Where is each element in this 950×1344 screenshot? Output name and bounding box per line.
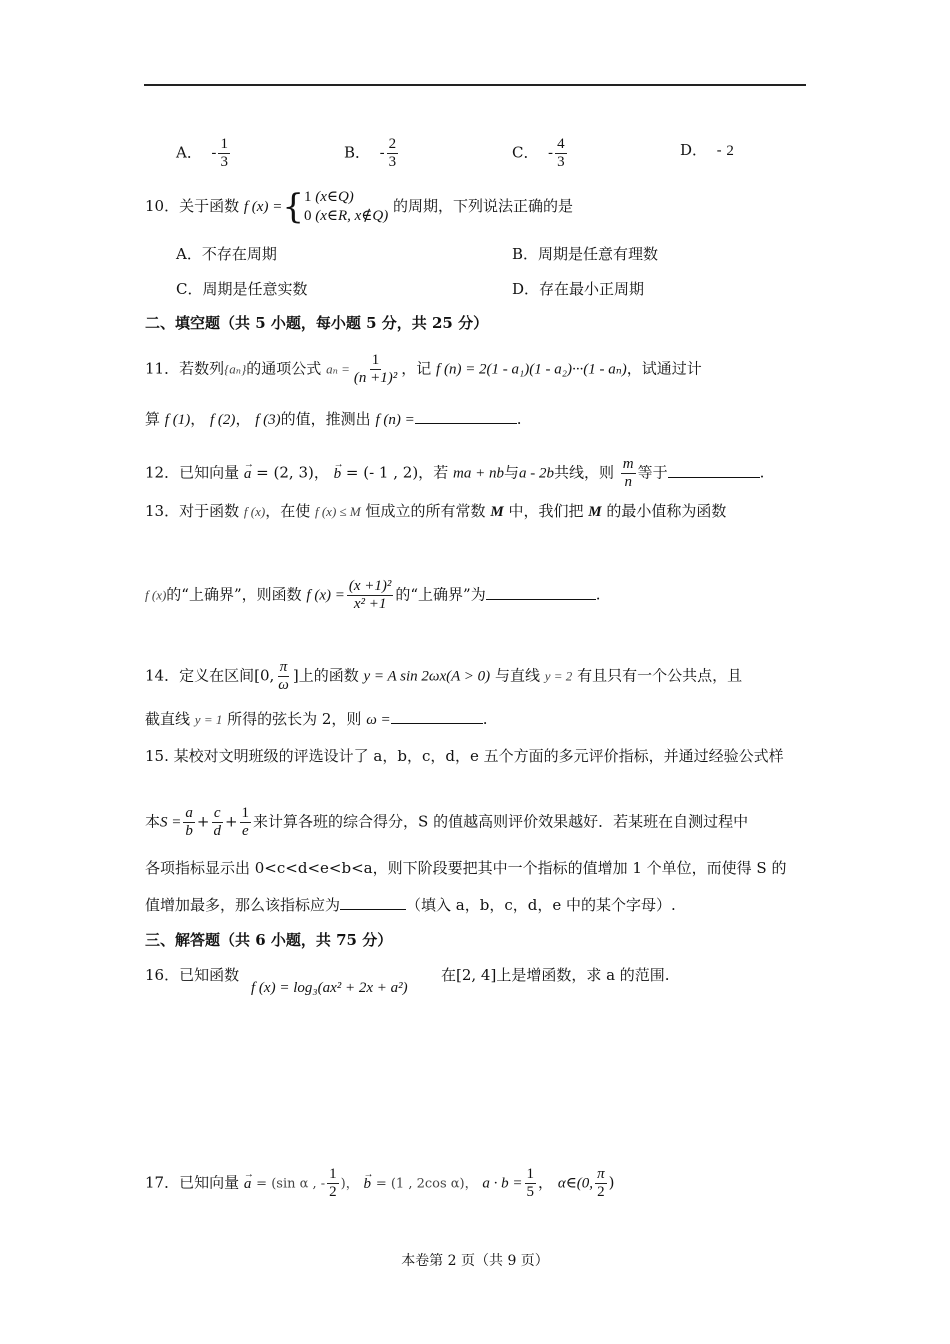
q10-option-b: B．周期是任意有理数 [512,245,659,263]
section-answer-heading: 三、解答题（共 6 小题，共 75 分） [145,931,393,949]
q9-option-b: B． - $\frac{2}{3}$ [344,136,397,170]
q15-line4: 值增加最多，那么该指标应为 （填入 a，b，c，d，e 中的某个字母）. [145,896,676,914]
q14-answer-blank[interactable] [391,709,483,724]
q17-stem: 17．已知向量 → a = (sin α , - $\frac{1}{2}$ )， → b = (1 , 2cos α)， a · b = $\frac{1}{5}$ ， α∈(0, $\frac{\pi}{2}$ ) [145,1166,614,1201]
q9-option-c: C． - $\frac{4}{3}$ [512,136,565,170]
q10-option-d: D．存在最小正周期 [512,280,645,298]
header-rule [144,84,806,86]
q11-line1: 11．若数列{aₙ}的通项公式 aₙ = $\frac{1}{\text{(n +1)²}}$ ，记 f (n) = 2(1 - a₁)(1 - a₂)···(1 - aₙ)，试通过计 [145,352,702,386]
q12-answer-blank[interactable] [668,463,760,478]
q11-answer-blank[interactable] [415,409,517,424]
q11-line2: 算 f (1)， f (2)， f (3)的值，推测出 f (n) = . [145,410,522,428]
q15-line3: 各项指标显示出 0<c<d<e<b<a，则下阶段要把其中一个指标的值增加 1 个单位，而使得 S 的 [145,859,787,877]
q15-line2: 本S = $\frac{a}{b}$ + $\frac{c}{d}$ + $\frac{1}{e}$ 来计算各班的综合得分，S 的值越高则评价效果越好．若某班在自测过程中 [145,805,749,839]
section-fill-in-heading: 二、填空题（共 5 小题，每小题 5 分，共 25 分） [145,314,489,332]
q16-formula: f (x) = log₃(ax² + 2x + a²) [251,980,408,996]
q14-line1: 14．定义在区间[0, $\frac{\pi}{\omega}$ ]上的函数 y = A sin 2ωx(A > 0) 与直线 y = 2 有且只有一个公共点，且 [145,659,743,693]
q15-answer-blank[interactable] [340,895,406,910]
q10-option-c: C．周期是任意实数 [176,280,308,298]
q13-line1: 13．对于函数 f (x)，在使 f (x) ≤ M 恒成立的所有常数 M 中，我们把 M 的最小值称为函数 [145,502,727,520]
page-footer: 本卷第 2 页（共 9 页） [401,1253,549,1269]
q10-stem: 10．关于函数 f (x) = { 1 (x∈Q) 0 (x∈R, x∉Q) 的周期，下列说法正确的是 [145,187,574,227]
q9-option-a: A． - $\frac{1}{3}$ [176,136,228,170]
q16-tail: 在[2, 4]上是增函数，求 a 的范围. [441,966,670,984]
q15-line1: 15. 某校对文明班级的评选设计了 a，b，c，d，e 五个方面的多元评价指标，并通过经验公式样 [145,747,784,765]
q13-answer-blank[interactable] [486,585,596,600]
q10-option-a: A．不存在周期 [176,245,277,263]
q12-stem: 12．已知向量 → a = (2, 3)， → b = (- 1 , 2)，若 ma + nb与a - 2b共线，则 $\frac{m}{n}$ 等于 . [145,456,764,491]
q14-line2: 截直线 y = 1 所得的弦长为 2，则 ω = . [145,710,488,728]
q13-line2: f (x)的“上确界”，则函数 f (x) = $\frac{\text{(x +1)²}}{\text{x² +1}}$ 的“上确界”为 . [145,578,601,612]
q16-stem: 16．已知函数 [145,966,240,984]
q9-option-d: D． - 2 [680,141,734,159]
